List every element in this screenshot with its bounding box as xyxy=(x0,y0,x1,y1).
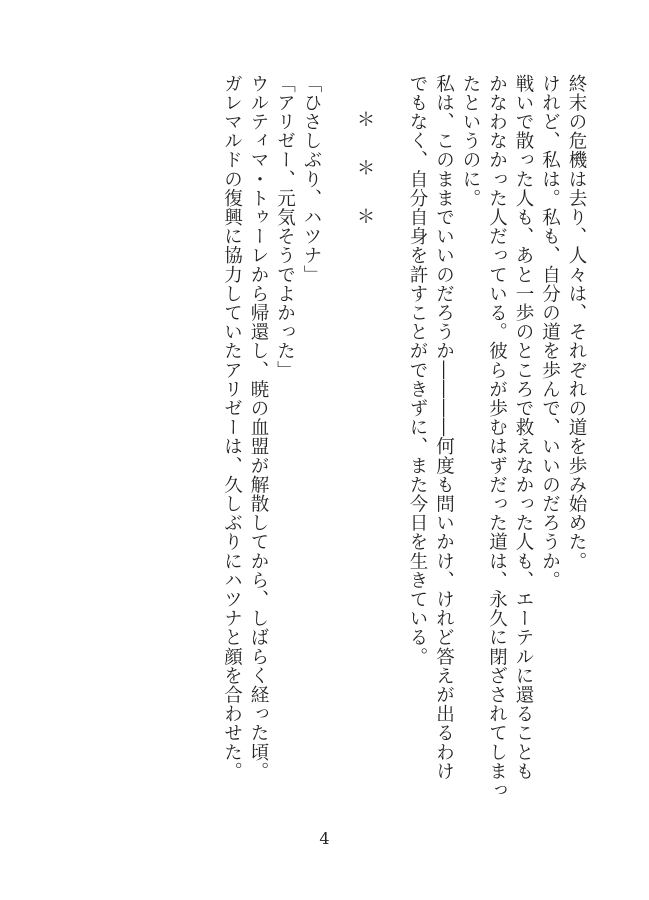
text-line-9: ガレマルドの復興に協力していたアリゼーは、久しぶりにハツナと顔を合わせた。 xyxy=(221,74,243,781)
text-line-6: 私は、このままでいいのだろうか――――何度も問いかけ、けれど答えが出るわけ xyxy=(433,74,455,781)
scene-break-asterisks: ＊＊＊ xyxy=(354,110,375,256)
blank-line xyxy=(324,74,351,834)
text-line-7: でもなく、自分自身を許すことができずに、また今日を生きている。 xyxy=(407,74,428,667)
vertical-text-block xyxy=(218,74,589,834)
dialogue-line-1: 「ひさしぶり、ハツナ」 xyxy=(301,74,322,285)
blank-line xyxy=(377,74,404,834)
text-line-1: 終末の危機は去り、人々は、それぞれの道を歩み始めた。 xyxy=(566,74,587,571)
page-number: 4 xyxy=(319,829,330,848)
dialogue-line-2: 「アリゼー、元気そうでよかった」 xyxy=(274,74,296,380)
text-line-5: たというのに。 xyxy=(460,74,481,208)
text-line-2: けれど、私は。私も、自分の道を歩んで、いいのだろうか。 xyxy=(539,74,561,590)
text-line-3: 戦いで散った人も、あと一歩のところで救えなかった人も、エーテルに還ることも xyxy=(513,74,534,781)
text-line-8: ウルティマ・トゥーレから帰還し、暁の血盟が解散してから、しばらく経った頃。 xyxy=(248,74,269,781)
text-line-4: かなわなかった人だっている。彼らが歩むはずだった道は、永久に閉ざされてしまっ xyxy=(486,74,508,800)
